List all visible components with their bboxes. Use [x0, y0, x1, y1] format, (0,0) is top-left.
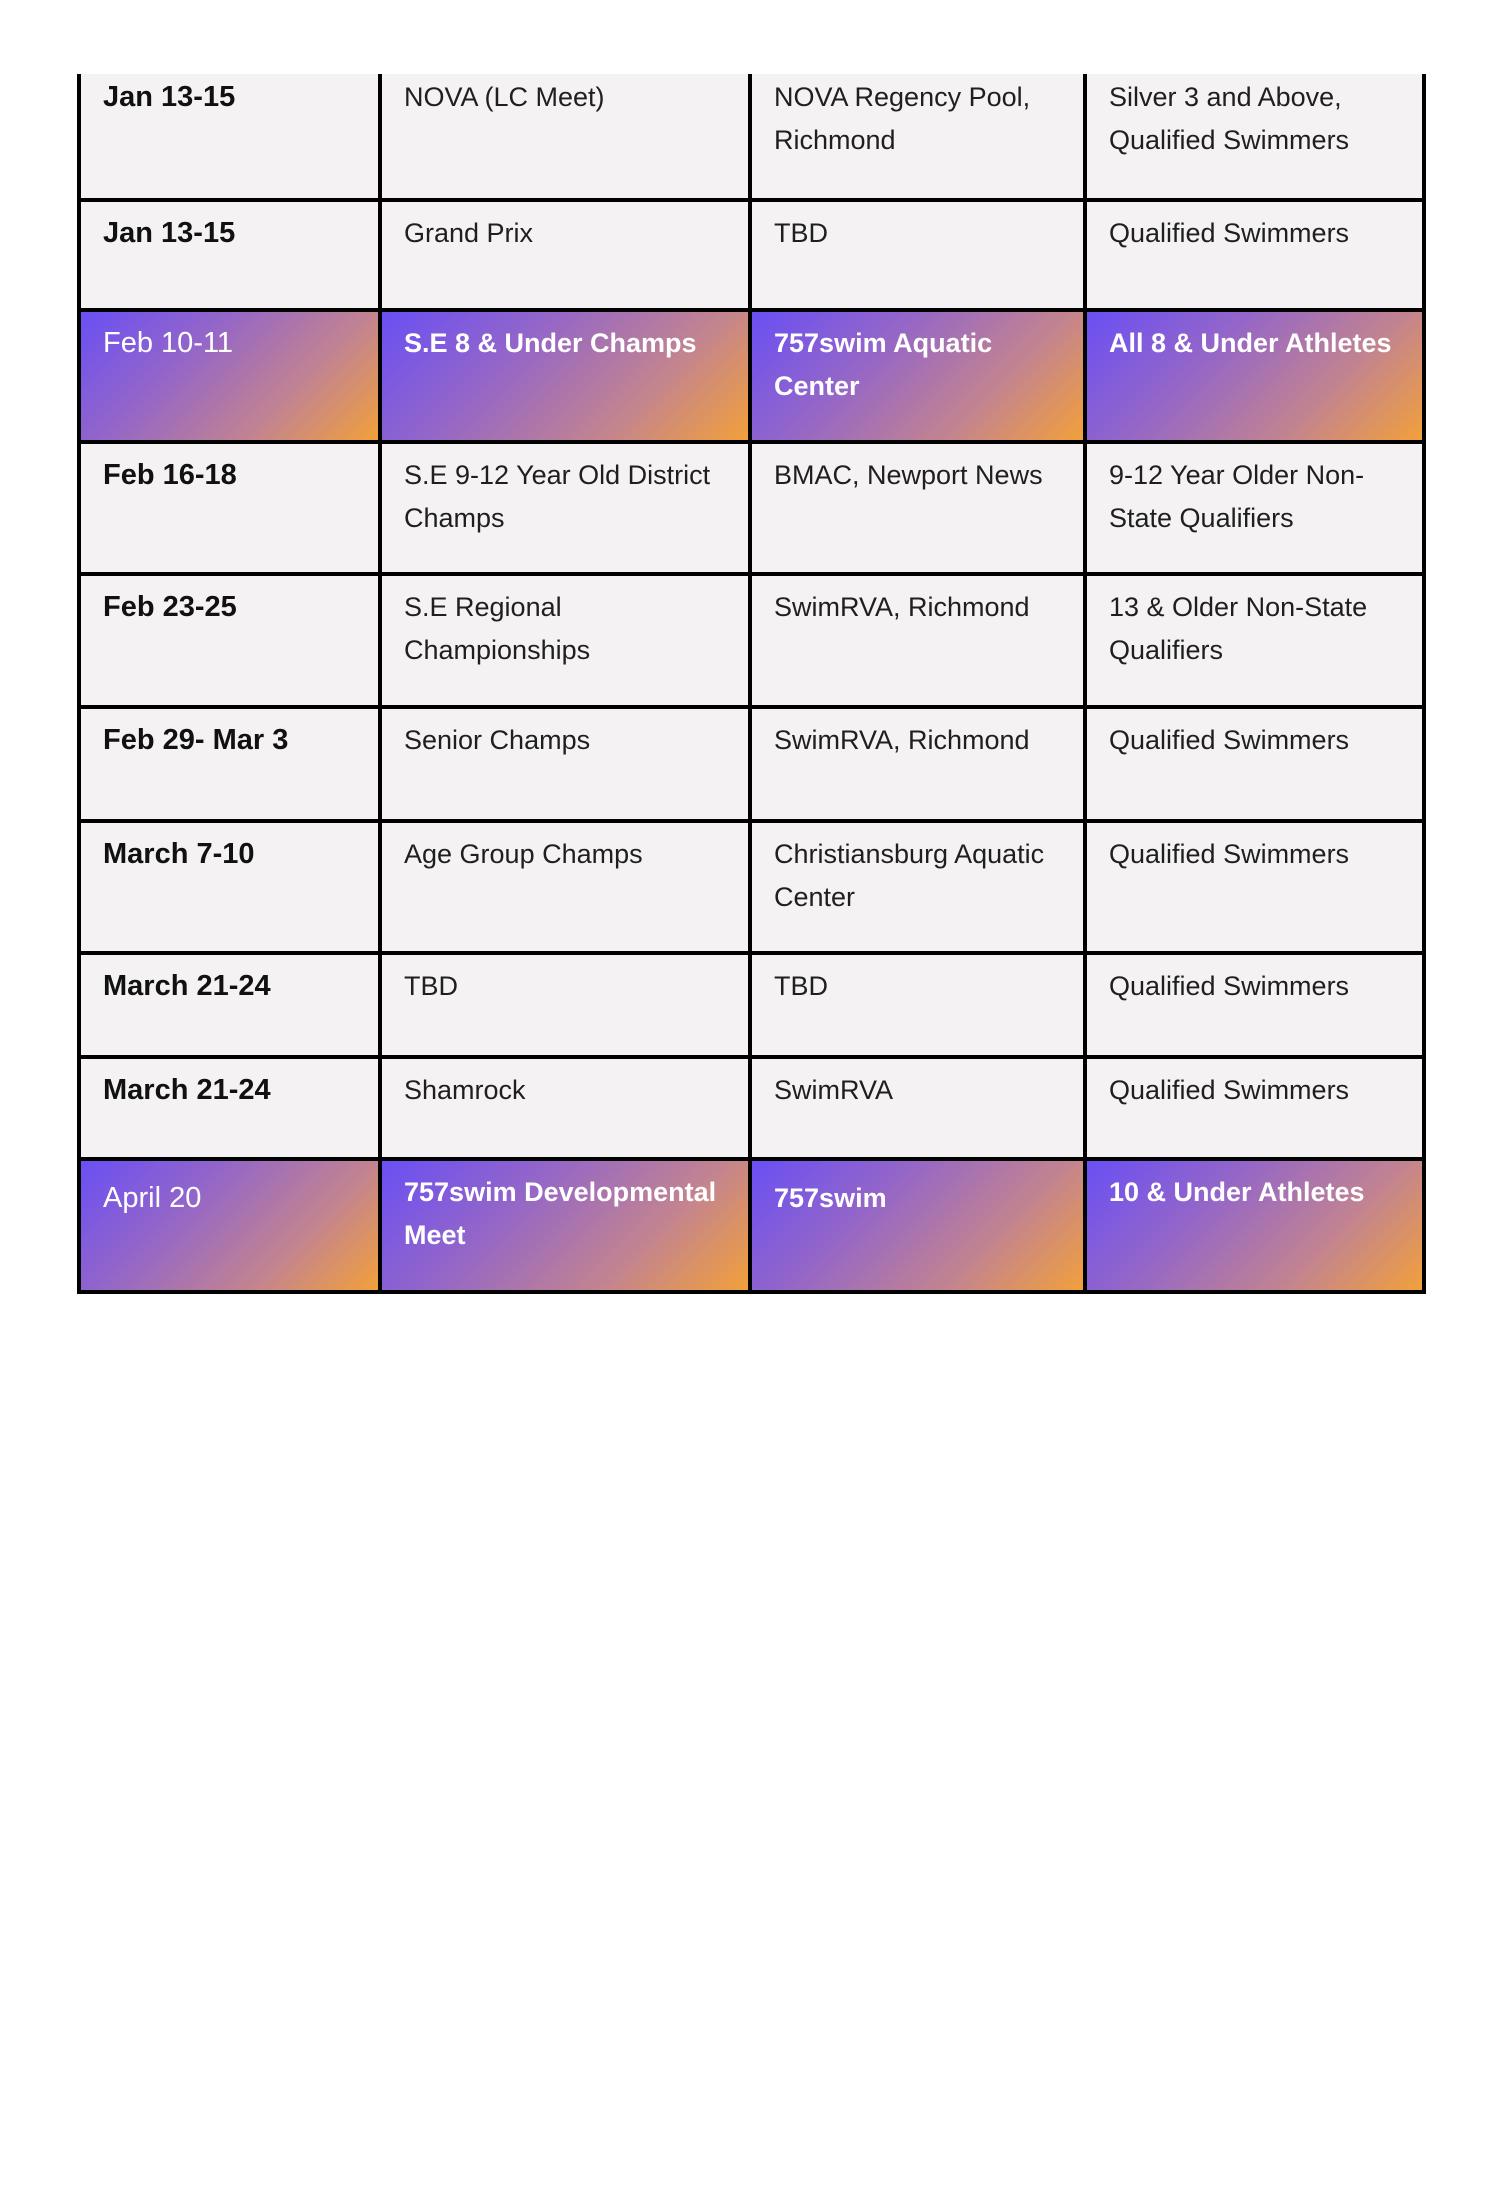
meet-date: Feb 16-18	[79, 442, 380, 574]
meet-name: TBD	[380, 953, 750, 1057]
meet-name: S.E Regional Championships	[380, 574, 750, 707]
table-row	[79, 200, 1424, 310]
table-row	[79, 442, 1424, 574]
meet-date: March 7-10	[79, 821, 380, 953]
meet-date: Feb 10-11	[79, 310, 380, 442]
meet-eligibility: Qualified Swimmers	[1085, 953, 1424, 1057]
meet-location: 757swim Aquatic Center	[750, 310, 1085, 442]
meet-location: TBD	[750, 200, 1085, 310]
meet-schedule-table	[77, 74, 1426, 1294]
meet-name: S.E 9-12 Year Old District Champs	[380, 442, 750, 574]
meet-location: BMAC, Newport News	[750, 442, 1085, 574]
meet-name: Grand Prix	[380, 200, 750, 310]
table-row-highlighted	[79, 310, 1424, 442]
table-row	[79, 821, 1424, 953]
table-row-highlighted	[79, 1159, 1424, 1292]
meet-date: March 21-24	[79, 1057, 380, 1159]
table-row	[79, 74, 1424, 200]
meet-eligibility: 9-12 Year Older Non-State Qualifiers	[1085, 442, 1424, 574]
meet-name: Senior Champs	[380, 707, 750, 821]
meet-eligibility: Qualified Swimmers	[1085, 1057, 1424, 1159]
meet-name: Age Group Champs	[380, 821, 750, 953]
meet-location: Christiansburg Aquatic Center	[750, 821, 1085, 953]
meet-date: Jan 13-15	[79, 200, 380, 310]
meet-date: March 21-24	[79, 953, 380, 1057]
meet-eligibility: Qualified Swimmers	[1085, 707, 1424, 821]
meet-eligibility: 13 & Older Non-State Qualifiers	[1085, 574, 1424, 707]
meet-date: April 20	[79, 1159, 380, 1292]
meet-date: Feb 29- Mar 3	[79, 707, 380, 821]
meet-location: 757swim	[750, 1159, 1085, 1292]
meet-date: Jan 13-15	[79, 74, 380, 200]
meet-name: NOVA (LC Meet)	[380, 74, 750, 200]
meet-eligibility: Qualified Swimmers	[1085, 821, 1424, 953]
meet-eligibility: Qualified Swimmers	[1085, 200, 1424, 310]
table-row	[79, 1057, 1424, 1159]
meet-location: SwimRVA, Richmond	[750, 574, 1085, 707]
meet-location: SwimRVA	[750, 1057, 1085, 1159]
table-row	[79, 574, 1424, 707]
table-row	[79, 953, 1424, 1057]
meet-eligibility: All 8 & Under Athletes	[1085, 310, 1424, 442]
meet-location: SwimRVA, Richmond	[750, 707, 1085, 821]
meet-location: NOVA Regency Pool, Richmond	[750, 74, 1085, 200]
meet-eligibility: Silver 3 and Above, Qualified Swimmers	[1085, 74, 1424, 200]
meet-eligibility: 10 & Under Athletes	[1085, 1159, 1424, 1292]
meet-name: S.E 8 & Under Champs	[380, 310, 750, 442]
meet-name: Shamrock	[380, 1057, 750, 1159]
table-row	[79, 707, 1424, 821]
meet-location: TBD	[750, 953, 1085, 1057]
meet-date: Feb 23-25	[79, 574, 380, 707]
meet-name: 757swim Developmental Meet	[380, 1159, 750, 1292]
